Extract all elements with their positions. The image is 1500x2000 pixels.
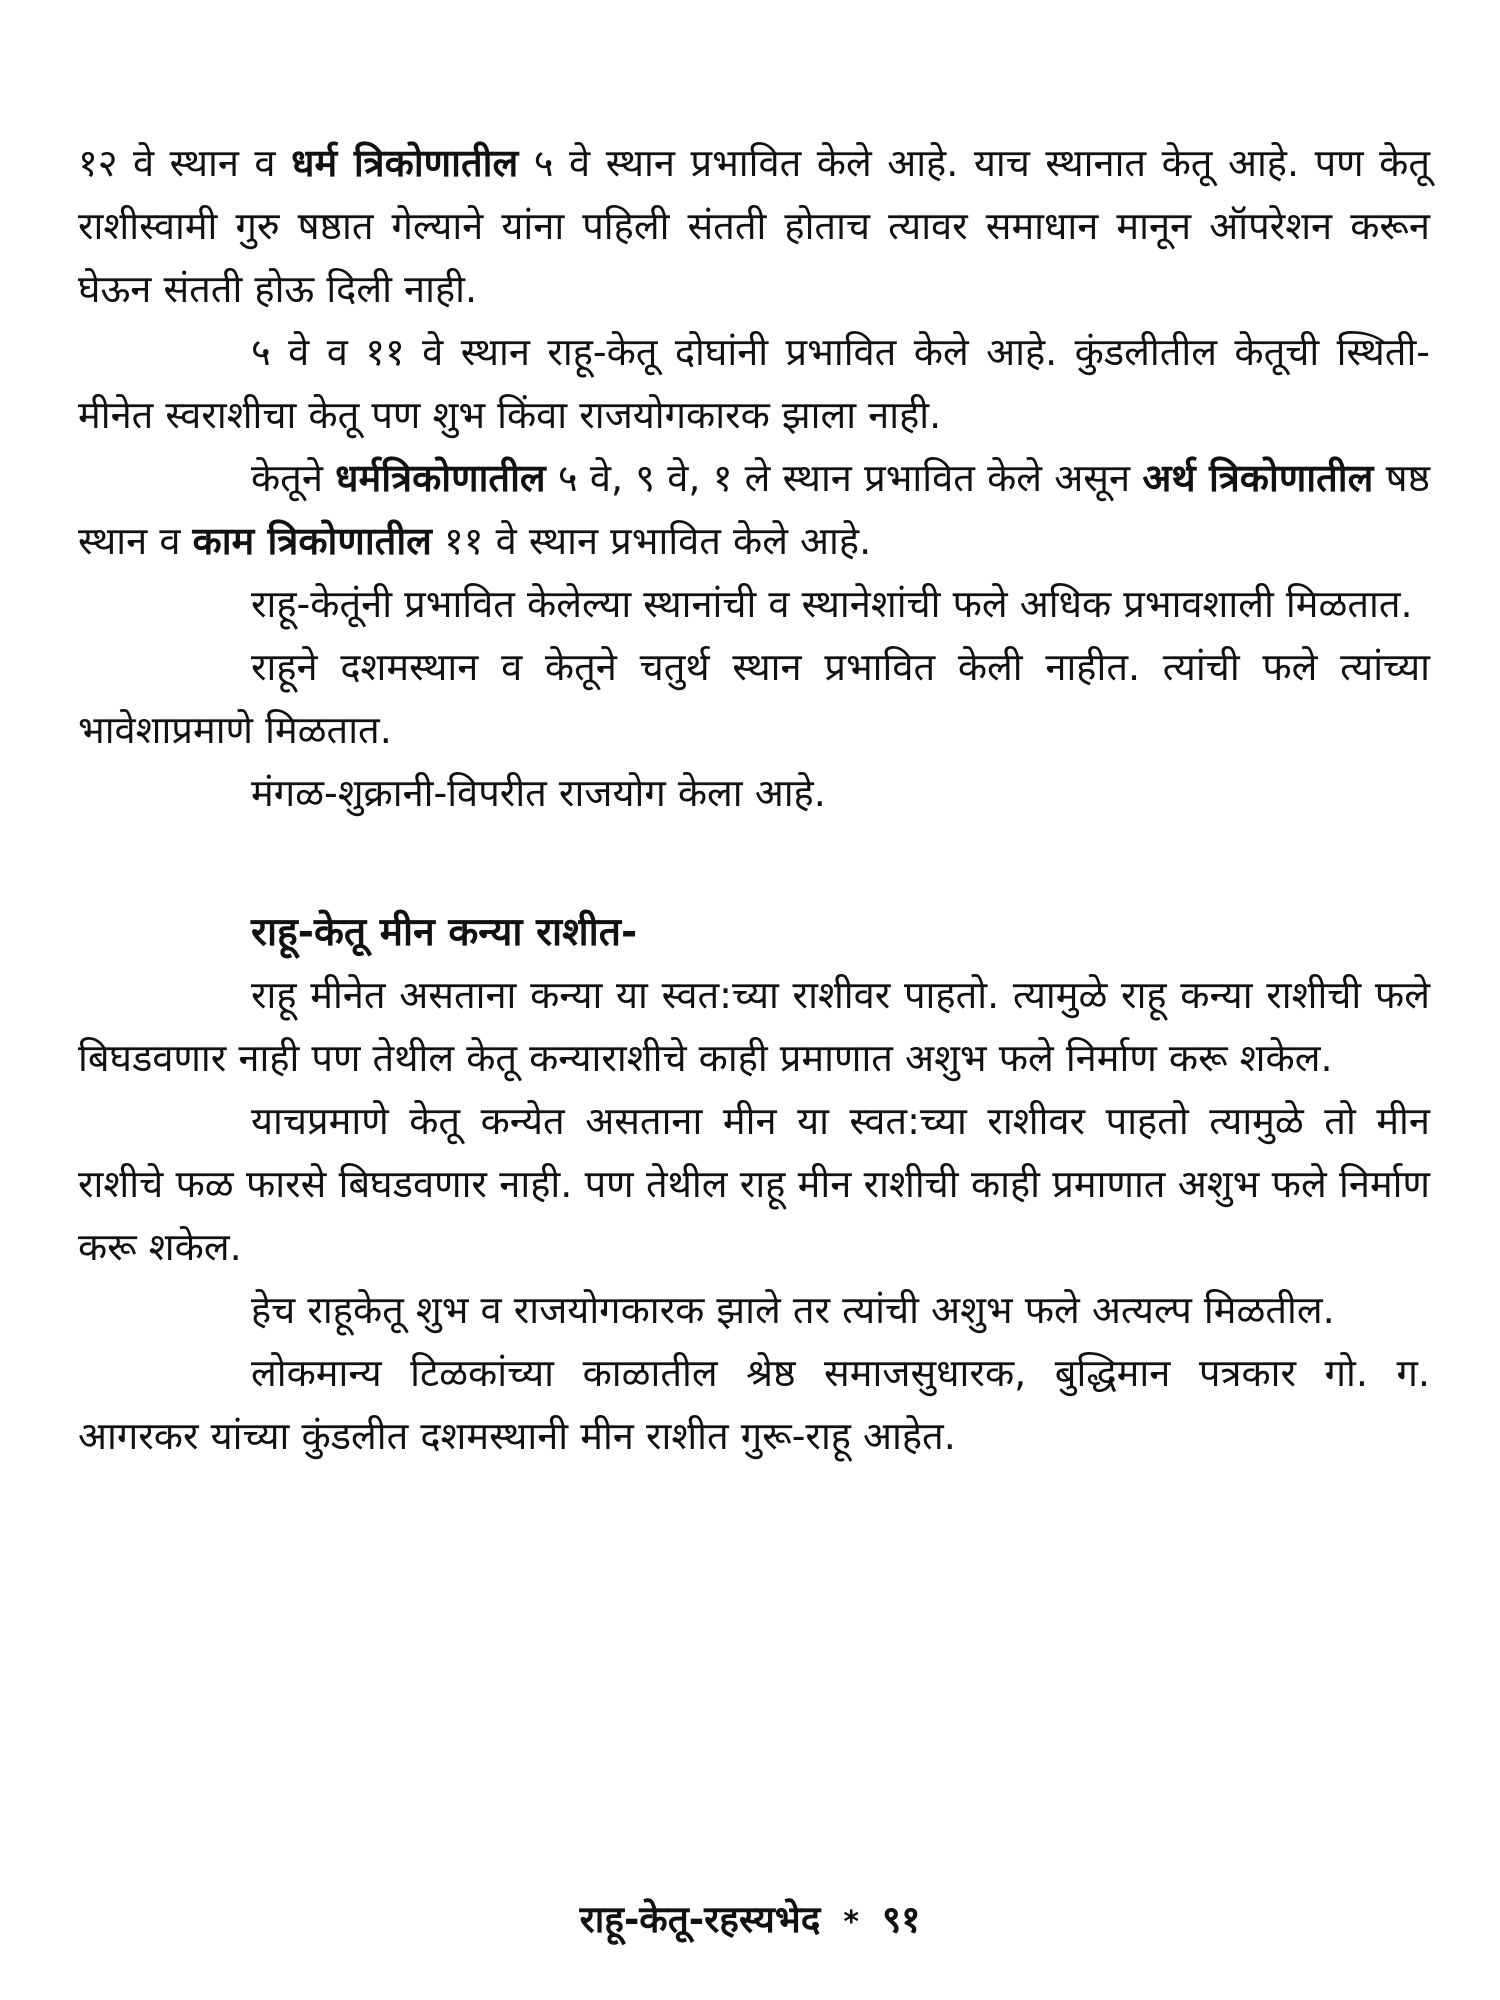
paragraph — [78, 573, 1430, 636]
text-run: केतूने — [251, 456, 336, 500]
bold-term: काम त्रिकोणातील — [192, 519, 432, 563]
paragraph — [78, 964, 1430, 1090]
text-run: हेच राहूकेतू शुभ व राजयोगकारक झाले तर त्यांची अशुभ फले अत्यल्प मिळतील. — [251, 1288, 1335, 1332]
text-run: लोकमान्य टिळकांच्या काळातील श्रेष्ठ समाजसुधारक, बुद्धिमान पत्रकार गो. ग. आगरकर यांच्या कुंडलीत दशमस्थानी मीन राशीत गुरू-राहू आहेत. — [78, 1351, 1430, 1458]
paragraph — [78, 132, 1430, 321]
text-run: मंगळ-शुक्रानी-विपरीत राजयोग केला आहे. — [251, 771, 826, 815]
paragraph — [78, 762, 1430, 825]
text-run: ५ वे व ११ वे स्थान राहू-केतू दोघांनी प्रभावित केले आहे. कुंडलीतील केतूची स्थिती-मीनेत स्वराशीचा केतू पण शुभ किंवा राजयोगकारक झाला नाही. — [78, 330, 1430, 437]
bold-term: धर्म त्रिकोणातील — [291, 141, 519, 185]
text-run: राहूने दशमस्थान व केतूने चतुर्थ स्थान प्रभावित केली नाहीत. त्यांची फले त्यांच्या भावेशाप्रमाणे मिळतात. — [78, 645, 1430, 752]
bold-term: अर्थ त्रिकोणातील — [1142, 456, 1374, 500]
text-run: ११ वे स्थान प्रभावित केले आहे. — [431, 519, 872, 563]
footer-page-number: ९१ — [881, 1898, 921, 1941]
paragraph — [78, 1090, 1430, 1279]
bold-term: धर्मत्रिकोणातील — [335, 456, 546, 500]
text-run: राहू मीनेत असताना कन्या या स्वत:च्या राशीवर पाहतो. त्यामुळे राहू कन्या राशीची फले बिघडवणार नाही पण तेथील केतू कन्याराशीचे काही प्रमाणात अशुभ फले निर्माण करू शकेल. — [78, 973, 1430, 1080]
page-body — [78, 132, 1430, 1468]
text-run: याचप्रमाणे केतू कन्येत असताना मीन या स्वत:च्या राशीवर पाहतो त्यामुळे तो मीन राशीचे फळ फारसे बिघडवणार नाही. पण तेथील राहू मीन राशीची काही प्रमाणात अशुभ फले निर्माण करू शकेल. — [78, 1099, 1430, 1269]
section-heading: राहू-केतू मीन कन्या राशीत- — [251, 910, 638, 955]
paragraph — [78, 1342, 1430, 1468]
paragraph — [78, 321, 1430, 447]
footer-separator: * — [843, 1905, 860, 1940]
text-run: षष्ठ स्थान व — [78, 456, 1430, 563]
footer-book-title: राहू-केतू-रहस्यभेद — [579, 1898, 821, 1941]
paragraph-group-1 — [78, 132, 1430, 825]
paragraph — [78, 447, 1430, 573]
paragraph — [78, 1279, 1430, 1342]
text-run: ५ वे स्थान प्रभावित केले आहे. याच स्थानात केतू आहे. पण केतू राशीस्वामी गुरु षष्ठात गेल्याने यांना पहिली संतती होताच त्यावर समाधान मानून ऑपरेशन करून घेऊन संतती होऊ दिली नाही. — [78, 141, 1430, 311]
text-run: १२ वे स्थान व — [78, 141, 292, 185]
page-footer — [0, 1895, 1500, 1948]
text-run: राहू-केतूंनी प्रभावित केलेल्या स्थानांची व स्थानेशांची फले अधिक प्रभावशाली मिळतात. — [251, 582, 1413, 626]
paragraph-group-2 — [78, 964, 1430, 1468]
paragraph — [78, 636, 1430, 762]
text-run: ५ वे, ९ वे, १ ले स्थान प्रभावित केले असून — [545, 456, 1143, 500]
